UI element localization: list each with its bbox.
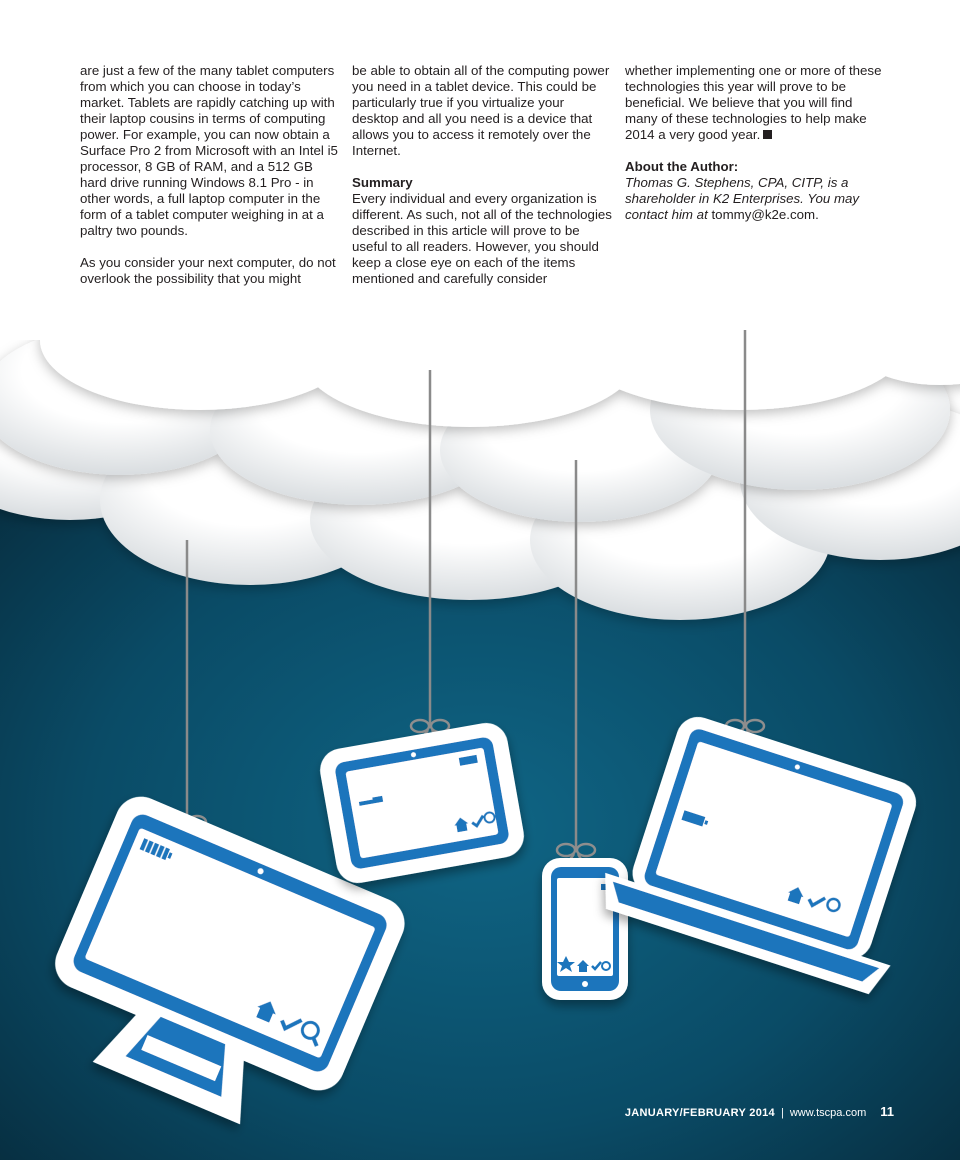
summary-heading: Summary xyxy=(352,175,413,190)
about-author-heading: About the Author: xyxy=(625,159,739,174)
article-column-1 xyxy=(80,63,342,287)
end-of-article-mark xyxy=(763,130,772,139)
page-number: 11 xyxy=(880,1104,894,1119)
article-column-2 xyxy=(352,63,614,287)
author-bio xyxy=(625,175,887,223)
footer-separator: | xyxy=(780,1107,784,1119)
website-link[interactable]: www.tscpa.com xyxy=(789,1107,867,1119)
col3-paragraph-1 xyxy=(625,63,887,143)
col2-paragraph-2: Every individual and every organization is different. As such, not all of the technologies described in this article will prove to be useful to all readers. However, you should keep a close eye on each of the items mentioned and carefully consider xyxy=(352,191,612,286)
page-footer xyxy=(0,1104,894,1121)
author-bio-text: Thomas G. Stephens, CPA, CITP, is a shareholder in K2 Enterprises. You may contact him at xyxy=(625,175,860,222)
author-email-link[interactable]: tommy@k2e.com xyxy=(711,207,816,222)
col3-paragraph-1-text: whether implementing one or more of these technologies this year will prove to be beneficial. We believe that you will find many of these technologies to help make 2014 a very good year. xyxy=(625,63,882,142)
article-column-3 xyxy=(625,63,887,223)
col2-paragraph-1: be able to obtain all of the computing power you need in a tablet device. This could be particularly true if you virtualize your desktop and all you need is a device that allows you to access it remotely over the Internet. xyxy=(352,63,610,158)
author-bio-end: . xyxy=(815,207,819,222)
col1-paragraph-1: are just a few of the many tablet computers from which you can choose in today’s market. Tablets are rapidly catching up with their laptop cousins in terms of computing power. For example, you can now obtain a Surface Pro 2 from Microsoft with an Intel i5 processor, 8 GB of RAM, and a 512 GB hard drive running Windows 8.1 Pro - in other words, a full laptop computer in the form of a tablet computer weighing in at a paltry two pounds. xyxy=(80,63,338,238)
issue-date: JANUARY/FEBRUARY 2014 xyxy=(624,1107,775,1119)
col1-paragraph-2: As you consider your next computer, do not overlook the possibility that you might xyxy=(80,255,336,286)
